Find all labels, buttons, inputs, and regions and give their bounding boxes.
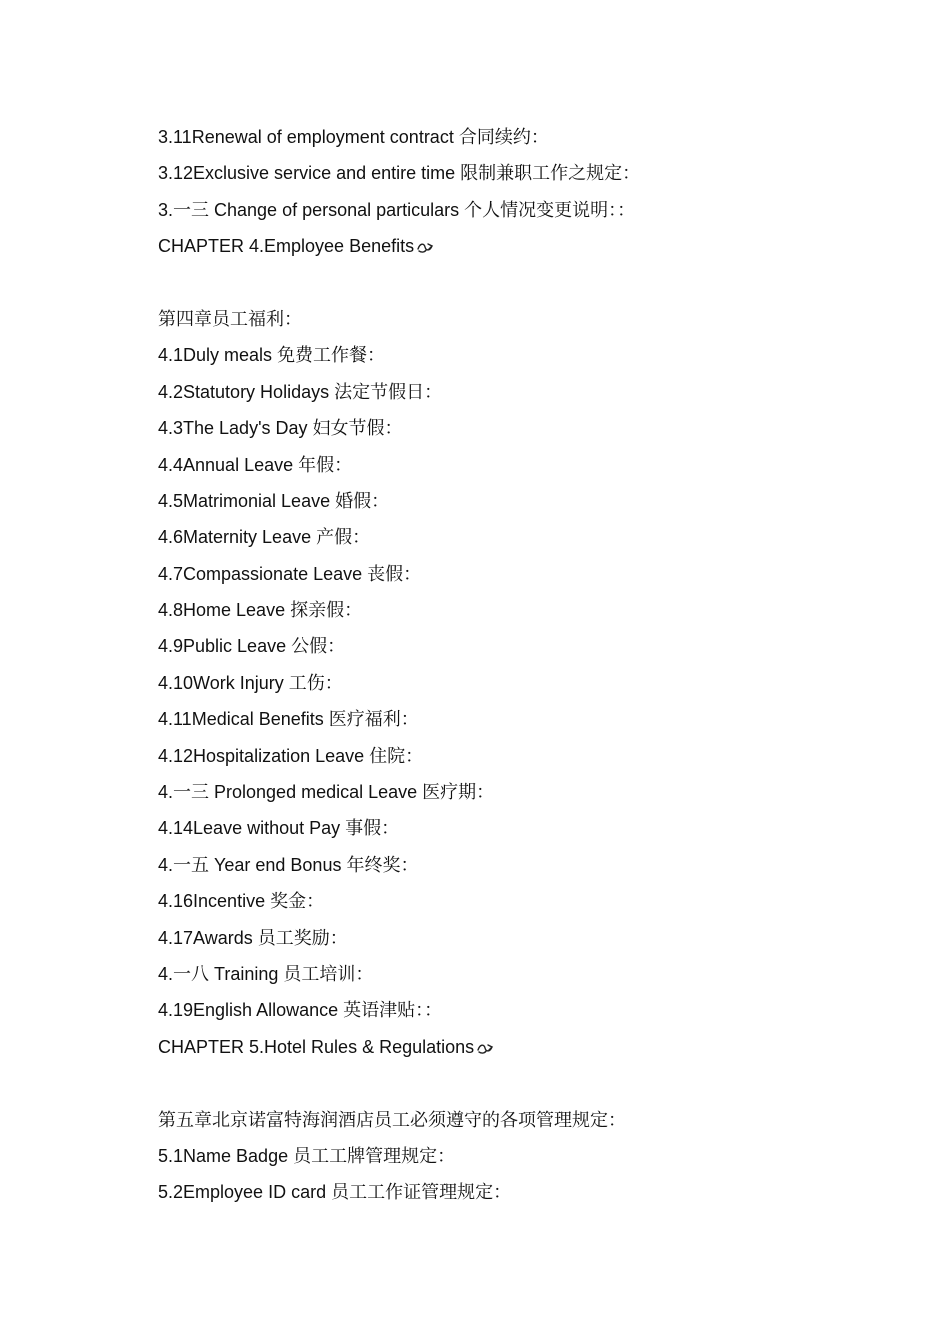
chapter-heading — [158, 228, 918, 264]
toc-line — [158, 1174, 918, 1210]
english-text: Training — [209, 963, 284, 984]
chinese-text: 英语津贴：： — [343, 1000, 443, 1022]
toc-line — [158, 337, 918, 373]
english-text: 4.10Work Injury — [158, 672, 289, 693]
heading-mark-icon — [416, 240, 436, 254]
chinese-text: 员工奖励： — [257, 927, 348, 949]
toc-line — [158, 1138, 918, 1174]
heading-mark-icon — [476, 1041, 496, 1055]
english-text: 5.2Employee ID card — [158, 1182, 332, 1203]
english-text: 4.1Duly meals — [158, 345, 278, 366]
chinese-text: 一五 — [173, 854, 210, 876]
chinese-text: 医疗期： — [422, 782, 495, 804]
chinese-text: 免费工作餐： — [277, 345, 386, 367]
toc-line — [158, 774, 918, 810]
toc-line — [158, 992, 918, 1028]
toc-line — [158, 410, 918, 446]
chinese-text: 奖金： — [270, 891, 325, 913]
blank-line — [158, 265, 918, 301]
toc-line — [158, 447, 918, 483]
toc-line — [158, 1102, 918, 1138]
english-text: 3. — [158, 199, 174, 220]
chinese-text: 一八 — [173, 963, 210, 985]
chinese-text: 年假： — [298, 454, 353, 476]
toc-line — [158, 701, 918, 737]
chinese-text: 限制兼职工作之规定： — [460, 163, 641, 185]
toc-line — [158, 483, 918, 519]
chinese-text: 合同续约： — [458, 127, 549, 148]
english-text: 3.11Renewal of employment contract — [158, 127, 459, 147]
chinese-text: 年终奖： — [346, 854, 419, 876]
chinese-text: 妇女节假： — [312, 418, 403, 440]
toc-line — [158, 738, 918, 774]
english-text: CHAPTER 4.Employee Benefits — [158, 236, 415, 257]
english-text: Change of personal particulars — [209, 199, 465, 220]
toc-line — [158, 192, 918, 228]
chinese-text: 员工培训： — [283, 963, 374, 985]
toc-line — [158, 119, 918, 155]
toc-line — [158, 519, 918, 555]
chinese-text: 住院： — [369, 745, 424, 767]
toc-line — [158, 556, 918, 592]
toc-line — [158, 155, 918, 191]
english-text: 4.11Medical Benefits — [158, 709, 329, 730]
english-text: 4.6Maternity Leave — [158, 527, 317, 548]
toc-line — [158, 628, 918, 664]
english-text: 4. — [158, 782, 174, 803]
toc-line — [158, 665, 918, 701]
toc-line — [158, 847, 918, 883]
chinese-text: 产假： — [316, 527, 371, 549]
english-text: 4.8Home Leave — [158, 600, 291, 621]
document-page — [158, 119, 918, 1211]
english-text: 4.17Awards — [158, 927, 258, 948]
english-text: 4.19English Allowance — [158, 1000, 344, 1021]
blank-line — [158, 1065, 918, 1101]
english-text: Year end Bonus — [209, 854, 347, 875]
english-text: 4.2Statutory Holidays — [158, 381, 335, 402]
chinese-text: 医疗福利： — [328, 709, 419, 731]
chinese-text: 事假： — [345, 818, 400, 840]
english-text: 3.12Exclusive service and entire time — [158, 163, 461, 184]
chinese-text: 员工工作证管理规定： — [331, 1182, 512, 1204]
english-text: 4. — [158, 963, 174, 984]
toc-line — [158, 810, 918, 846]
toc-line — [158, 301, 918, 337]
english-text: 4. — [158, 854, 174, 875]
english-text: 5.1Name Badge — [158, 1145, 294, 1166]
english-text: CHAPTER 5.Hotel Rules & Regulations — [158, 1036, 475, 1057]
english-text: 4.7Compassionate Leave — [158, 563, 368, 584]
english-text: 4.14Leave without Pay — [158, 818, 346, 839]
chapter-heading — [158, 1029, 918, 1065]
chinese-text: 工伤： — [288, 672, 343, 694]
english-text: 4.4Annual Leave — [158, 454, 299, 475]
chinese-text: 第四章员工福利： — [158, 308, 302, 330]
chinese-text: 一三 — [173, 199, 210, 221]
english-text: 4.3The Lady's Day — [158, 418, 313, 439]
toc-line — [158, 883, 918, 919]
english-text: 4.16Incentive — [158, 891, 271, 912]
chinese-text: 一三 — [173, 782, 210, 804]
chinese-text: 丧假： — [367, 563, 422, 585]
toc-line — [158, 956, 918, 992]
chinese-text: 探亲假： — [290, 600, 363, 622]
chinese-text: 婚假： — [335, 490, 390, 512]
english-text: Prolonged medical Leave — [209, 782, 423, 803]
toc-line — [158, 592, 918, 628]
toc-line — [158, 920, 918, 956]
chinese-text: 个人情况变更说明：： — [464, 199, 636, 221]
chinese-text: 法定节假日： — [334, 381, 443, 403]
toc-line — [158, 374, 918, 410]
chinese-text: 第五章北京诺富特海润酒店员工必须遵守的各项管理规定： — [158, 1109, 626, 1131]
english-text: 4.12Hospitalization Leave — [158, 745, 370, 766]
chinese-text: 员工工牌管理规定： — [293, 1145, 456, 1167]
chinese-text: 公假： — [291, 636, 346, 658]
english-text: 4.9Public Leave — [158, 636, 292, 657]
english-text: 4.5Matrimonial Leave — [158, 490, 336, 511]
